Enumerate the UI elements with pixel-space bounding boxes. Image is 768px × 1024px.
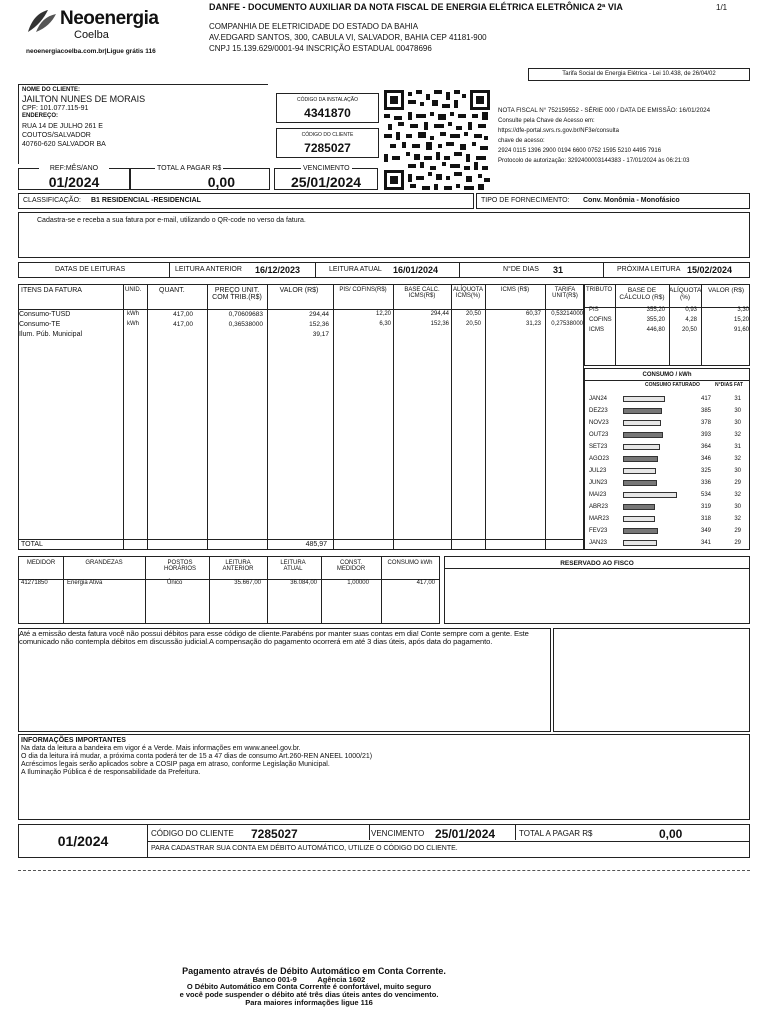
- stub-due-label: VENCIMENTO: [371, 829, 425, 838]
- consumption-bar: [623, 408, 662, 414]
- item-qty: 417,00: [173, 321, 193, 328]
- taxes-header-value: VALOR (R$): [708, 287, 744, 294]
- nf-line: NOTA FISCAL N° 752159552 - SÉRIE 000 / DATA DE EMISSÃO: 16/01/2024: [498, 107, 711, 114]
- consumption-month: MAR23: [589, 516, 610, 522]
- notice-text: Até a emissão desta fatura você não possui débitos para esse código de cliente.Parabéns por manter suas contas em dia! Conte sempre com a gente. Este comunicado não contempla débitos em discussão judicial.A compensação do pagamento ocorrerá em até 3 dias úteis, após data do pagamento.: [19, 629, 529, 646]
- items-header-item: ITENS DA FATURA: [21, 287, 82, 294]
- consumption-days: 31: [734, 444, 741, 450]
- consumption-bar: [623, 504, 655, 510]
- consumption-month: JAN23: [589, 540, 608, 546]
- items-header-tariff: TARIFA UNIT(R$): [552, 287, 578, 299]
- consumption-bar: [623, 492, 677, 498]
- access-key: 2924 0115 1396 2900 0194 6600 0752 1595 5210 4495 7916: [498, 148, 662, 154]
- item-base: 152,36: [430, 321, 449, 327]
- neoenergia-leaf-icon: [26, 8, 58, 34]
- tax-value: 91,60: [733, 327, 749, 333]
- consumption-days: 30: [734, 504, 741, 510]
- ref-value: 01/2024: [48, 174, 100, 190]
- item-base: 294,44: [430, 311, 449, 317]
- consumption-bar: [623, 480, 657, 486]
- consumption-month: AGO23: [589, 456, 610, 462]
- meter-const: 1,00000: [347, 580, 369, 586]
- consumption-month: JAN24: [589, 396, 608, 402]
- ref-label: REF:MÊS/ANO: [39, 165, 109, 172]
- qr-code-icon: [384, 90, 490, 190]
- meter-header-const: CONST. MEDIDOR: [336, 560, 366, 572]
- taxes-header-aliq: ALÍQUOTA (%): [669, 287, 702, 301]
- item-tariff: 0,27538000: [551, 321, 583, 327]
- consumption-kwh: 393: [700, 432, 711, 438]
- consumption-days: 32: [734, 516, 741, 522]
- consumption-kwh: 417: [700, 396, 711, 402]
- item-unit-price: 0,70609683: [228, 311, 263, 318]
- company-name: COMPANHIA DE ELETRICIDADE DO ESTADO DA BAHIA: [209, 22, 419, 31]
- website-line[interactable]: neoenergiacoelba.com.br|Ligue grátis 116: [26, 48, 156, 55]
- consumption-bar: [623, 444, 660, 450]
- consumption-title: CONSUMO / kWh: [642, 372, 692, 378]
- consumption-bar: [623, 540, 657, 546]
- consumption-row: [585, 537, 751, 549]
- consumption-kwh: 378: [700, 420, 711, 426]
- consumption-days: 30: [734, 420, 741, 426]
- items-table: [18, 284, 584, 550]
- supply-type-box: [476, 193, 750, 209]
- ref-box: [18, 165, 130, 190]
- consumption-bar: [623, 420, 661, 426]
- reserved-box: [444, 556, 750, 624]
- tax-base: 355,20: [646, 317, 665, 323]
- footer-block: [0, 966, 768, 1007]
- client-address-label: ENDEREÇO:: [22, 113, 59, 119]
- consumption-row: [585, 441, 751, 453]
- footer-line-3: O Débito Automático em Conta Corrente é confortável, muito seguro: [186, 982, 432, 991]
- meter-consumo: 417,00: [416, 580, 435, 586]
- consumption-month: SET23: [589, 444, 608, 450]
- consumption-days: 29: [734, 480, 741, 486]
- brand-logo: [26, 6, 166, 44]
- tax-aliq: 20,50: [681, 327, 697, 333]
- consumption-kwh: 385: [700, 408, 711, 414]
- classification-value: B1 RESIDENCIAL -RESIDENCIAL: [91, 197, 201, 204]
- consumption-bar: [623, 516, 655, 522]
- consumption-month: NOV23: [589, 420, 609, 426]
- stub-client-value: 7285027: [251, 827, 298, 841]
- page-number: 1/1: [716, 3, 728, 12]
- taxes-table: [584, 284, 750, 366]
- meter-posto: Único: [167, 580, 183, 586]
- consumption-kwh: 319: [700, 504, 711, 510]
- meter-table: [18, 556, 440, 624]
- authorization-protocol: Protocolo de autorização: 3292400003144383 - 17/01/2024 às 06:21:03: [498, 158, 690, 164]
- notice-side-box: [553, 628, 750, 732]
- important-line: Na data da leitura a bandeira em vigor é a Verde. Mais informações em www.aneel.gov.br.: [21, 745, 301, 752]
- consumption-days: 32: [734, 492, 741, 498]
- tax-aliq: 4,28: [685, 317, 697, 323]
- item-description: Consumo-TUSD: [19, 311, 71, 318]
- item-value: 39,17: [312, 331, 329, 338]
- installation-code-box: [276, 93, 379, 123]
- installation-code: 4341870: [304, 106, 351, 120]
- items-header-unit: UNID.: [125, 287, 142, 293]
- consumption-row: [585, 513, 751, 525]
- consumption-row: [585, 477, 751, 489]
- item-icms: 60,37: [525, 311, 541, 317]
- consumption-col-kwh: CONSUMO FATURADO: [645, 382, 700, 388]
- consumption-kwh: 336: [700, 480, 711, 486]
- tax-value: 3,30: [737, 307, 749, 313]
- item-unit: kWh: [127, 321, 139, 327]
- client-code: 7285027: [304, 141, 351, 155]
- meter-header-curr: LEITURA ATUAL: [280, 560, 306, 572]
- tariff-note-box: [528, 68, 750, 81]
- brand-name: Neoenergia: [60, 8, 159, 29]
- important-info-box: [18, 734, 750, 820]
- stub-total-value: 0,00: [659, 827, 683, 841]
- items-total-label: TOTAL: [21, 541, 43, 548]
- total-box: [130, 165, 270, 190]
- item-icms: 31,23: [525, 321, 541, 327]
- consumption-month: OUT23: [589, 432, 609, 438]
- consumption-history: [584, 368, 750, 550]
- item-description: Ilum. Púb. Municipal: [19, 331, 83, 338]
- due-label: VENCIMENTO: [303, 165, 350, 172]
- curr-reading-label: LEITURA ATUAL: [329, 266, 382, 273]
- client-address-2: COUTOS/SALVADOR: [22, 132, 91, 139]
- stub-client-label: CÓDIGO DO CLIENTE: [151, 829, 234, 838]
- item-aliq: 20,50: [465, 311, 481, 317]
- consumption-row: [585, 405, 751, 417]
- client-code-label: CÓDIGO DO CLIENTE: [301, 132, 354, 138]
- consumption-days: 30: [734, 468, 741, 474]
- consumption-month: ABR23: [589, 504, 609, 510]
- supply-type-label: TIPO DE FORNECIMENTO:: [481, 197, 570, 204]
- consumption-days: 29: [734, 528, 741, 534]
- due-value: 25/01/2024: [290, 174, 362, 190]
- tax-name: COFINS: [589, 317, 612, 323]
- items-header-pis: PIS/ COFINS(R$): [339, 287, 387, 293]
- consumption-kwh: 349: [700, 528, 711, 534]
- consumption-bar: [623, 396, 665, 402]
- tax-row: [585, 317, 751, 327]
- important-line: A Iluminação Pública é de responsabilidade da Prefeitura.: [21, 769, 201, 776]
- consumption-bar: [623, 456, 658, 462]
- item-aliq: 20,50: [465, 321, 481, 327]
- qr-code[interactable]: [384, 90, 490, 190]
- installation-code-label: CÓDIGO DA INSTALAÇÃO: [296, 97, 359, 103]
- due-box: [274, 165, 378, 190]
- items-row: [19, 321, 585, 331]
- consumption-row: [585, 429, 751, 441]
- meter-header-meter: MEDIDOR: [26, 560, 56, 566]
- consumption-kwh: 318: [700, 516, 711, 522]
- consumption-kwh: 325: [700, 468, 711, 474]
- consumption-days: 31: [734, 396, 741, 402]
- document-title: DANFE - DOCUMENTO AUXILIAR DA NOTA FISCAL DE ENERGIA ELÉTRICA ELETRÔNICA 2ª VIA: [209, 2, 623, 12]
- classification-box: [18, 193, 474, 209]
- meter-header-prev: LEITURA ANTERIOR: [222, 560, 254, 572]
- tax-value: 15,20: [733, 317, 749, 323]
- tax-row: [585, 327, 751, 337]
- stub-box: [18, 824, 750, 858]
- stub-ref: 01/2024: [57, 833, 109, 849]
- reading-dates-label: DATAS DE LEITURAS: [55, 266, 126, 273]
- prev-reading-label: LEITURA ANTERIOR: [175, 266, 242, 273]
- meter-header-grandezas: GRANDEZAS: [85, 560, 123, 566]
- item-tariff: 0,53214000: [551, 311, 583, 317]
- classification-label: CLASSIFICAÇÃO:: [23, 197, 81, 204]
- consumption-rows: [585, 393, 751, 549]
- meter-grandeza: Energia Ativa: [67, 580, 103, 586]
- consumption-kwh: 346: [700, 456, 711, 462]
- company-address: AV.EDGARD SANTOS, 300, CABULA VI, SALVADOR, BAHIA CEP 41181-900: [209, 33, 487, 42]
- consumption-row: [585, 465, 751, 477]
- consumption-row: [585, 501, 751, 513]
- access-key-label: chave de acesso:: [498, 138, 545, 144]
- meter-row: [19, 580, 441, 590]
- consumption-kwh: 364: [700, 444, 711, 450]
- client-name: JAILTON NUNES DE MORAIS: [22, 94, 146, 104]
- total-label: TOTAL A PAGAR R$: [157, 165, 222, 172]
- consumption-days: 30: [734, 408, 741, 414]
- item-value: 294,44: [309, 311, 329, 318]
- client-address-1: RUA 14 DE JULHO 261 E: [22, 123, 103, 130]
- days-label: N°DE DIAS: [503, 266, 539, 273]
- consumption-kwh: 534: [700, 492, 711, 498]
- consumption-col-days: N°DIAS FAT: [715, 382, 744, 388]
- footer-line-2: Banco 001-9 Agência 1602: [252, 975, 366, 984]
- items-total-value: 485,97: [305, 541, 327, 548]
- items-header-qty: QUANT.: [159, 287, 185, 294]
- stub-due-value: 25/01/2024: [435, 827, 496, 841]
- client-cpf: CPF: 101.077.115-91: [22, 105, 89, 112]
- footer-line-5: Para maiores informações ligue 116: [245, 998, 373, 1007]
- item-value: 152,36: [309, 321, 329, 328]
- items-header-base: BASE CALC. ICMS(R$): [404, 287, 440, 299]
- meter-header-postos: POSTOS HORÁRIOS: [163, 560, 196, 572]
- consumption-month: JUN23: [589, 480, 608, 486]
- meter-prev: 35.667,00: [234, 580, 261, 586]
- item-unit: kWh: [127, 311, 139, 317]
- stub-total-label: TOTAL A PAGAR R$: [519, 829, 593, 838]
- consumption-kwh: 341: [700, 540, 711, 546]
- important-line: O dia da leitura irá mudar, a próxima conta poderá ter de 15 a 47 dias de consumo Art.260-REN ANEEL 1000/21): [21, 753, 373, 760]
- client-address-3: 40760-620 SALVADOR BA: [22, 141, 106, 148]
- items-header-aliq: ALÍQUOTA ICMS(%): [453, 287, 483, 299]
- item-pis: 6,30: [379, 321, 391, 327]
- meter-header-consumo: CONSUMO kWh: [387, 560, 433, 566]
- readings-row: [18, 262, 750, 278]
- items-row: [19, 311, 585, 321]
- message-text: Cadastra-se e receba a sua fatura por e-mail, utilizando o QR-code no verso da fatura.: [37, 217, 306, 224]
- company-ids: CNPJ 15.139.629/0001-94 INSCRIÇÃO ESTADUAL 00478696: [209, 44, 432, 53]
- tax-base: 355,20: [646, 307, 665, 313]
- client-block: [18, 84, 268, 164]
- taxes-header-tributo: TRIBUTO: [586, 287, 613, 293]
- cut-line: [18, 870, 750, 871]
- important-title: INFORMAÇÕES IMPORTANTES: [21, 737, 126, 744]
- items-header-unit-price: PREÇO UNIT. COM TRIB.(R$): [212, 287, 262, 301]
- consumption-row: [585, 525, 751, 537]
- prev-reading-date: 16/12/2023: [255, 265, 301, 275]
- consumption-row: [585, 453, 751, 465]
- items-row: [19, 331, 585, 341]
- tax-aliq: 0,93: [685, 307, 697, 313]
- item-description: Consumo-TE: [19, 321, 61, 328]
- tax-name: ICMS: [589, 327, 604, 333]
- item-pis: 12,20: [375, 311, 391, 317]
- tax-base: 446,80: [646, 327, 665, 333]
- item-unit-price: 0,36538000: [228, 321, 263, 328]
- total-value: 0,00: [207, 174, 235, 190]
- message-box: [18, 212, 750, 258]
- items-header-value: VALOR (R$): [279, 287, 319, 294]
- consumption-month: JUL23: [589, 468, 607, 474]
- stub-debit-note: PARA CADASTRAR SUA CONTA EM DÉBITO AUTOMÁTICO, UTILIZE O CÓDIGO DO CLIENTE.: [151, 845, 458, 852]
- consumption-bar: [623, 468, 656, 474]
- next-reading-label: PRÓXIMA LEITURA: [617, 266, 681, 273]
- tax-name: PIS: [589, 307, 599, 313]
- days-value: 31: [553, 265, 564, 275]
- item-qty: 417,00: [173, 311, 193, 318]
- consumption-days: 32: [734, 432, 741, 438]
- consumption-row: [585, 393, 751, 405]
- consumption-days: 32: [734, 456, 741, 462]
- client-name-label: NOME DO CLIENTE:: [22, 87, 80, 93]
- footer-line-1: Pagamento através de Débito Automático em Conta Corrente.: [182, 966, 446, 976]
- important-line: Acréscimos legais serão aplicados sobre a COSIP paga em atraso, conforme Legislação Municipal.: [21, 761, 330, 768]
- consumption-month: MAI23: [589, 492, 607, 498]
- client-code-box: [276, 128, 379, 158]
- consumption-month: DEZ23: [589, 408, 608, 414]
- consumption-days: 29: [734, 540, 741, 546]
- consumption-row: [585, 489, 751, 501]
- brand-sub: Coelba: [74, 29, 109, 41]
- consult-text: Consulte pela Chave de Acesso em:: [498, 118, 595, 124]
- next-reading-date: 15/02/2024: [687, 265, 733, 275]
- reserved-label: RESERVADO AO FISCO: [560, 560, 634, 567]
- tax-row: [585, 307, 751, 317]
- meter-curr: 36.084,00: [290, 580, 317, 586]
- consumption-bar: [623, 528, 658, 534]
- items-header-icms: ICMS (R$): [500, 287, 530, 293]
- tariff-note: Tarifa Social de Energia Elétrica - Lei 10.438, de 26/04/02: [562, 71, 716, 77]
- meter-id: 41271850: [21, 580, 48, 586]
- footer-line-4: e você pode suspender o débito até três dias úteis antes do vencimento.: [179, 990, 439, 999]
- consumption-bar: [623, 432, 663, 438]
- consult-url[interactable]: https://dfe-portal.svrs.rs.gov.br/NF3e/consulta: [498, 128, 619, 134]
- notice-box: [18, 628, 551, 732]
- taxes-header-base: BASE DE CÁLCULO (R$): [619, 287, 665, 301]
- curr-reading-date: 16/01/2024: [393, 265, 439, 275]
- consumption-row: [585, 417, 751, 429]
- supply-type-value: Conv. Monômia - Monofásico: [583, 197, 680, 204]
- consumption-month: FEV23: [589, 528, 608, 534]
